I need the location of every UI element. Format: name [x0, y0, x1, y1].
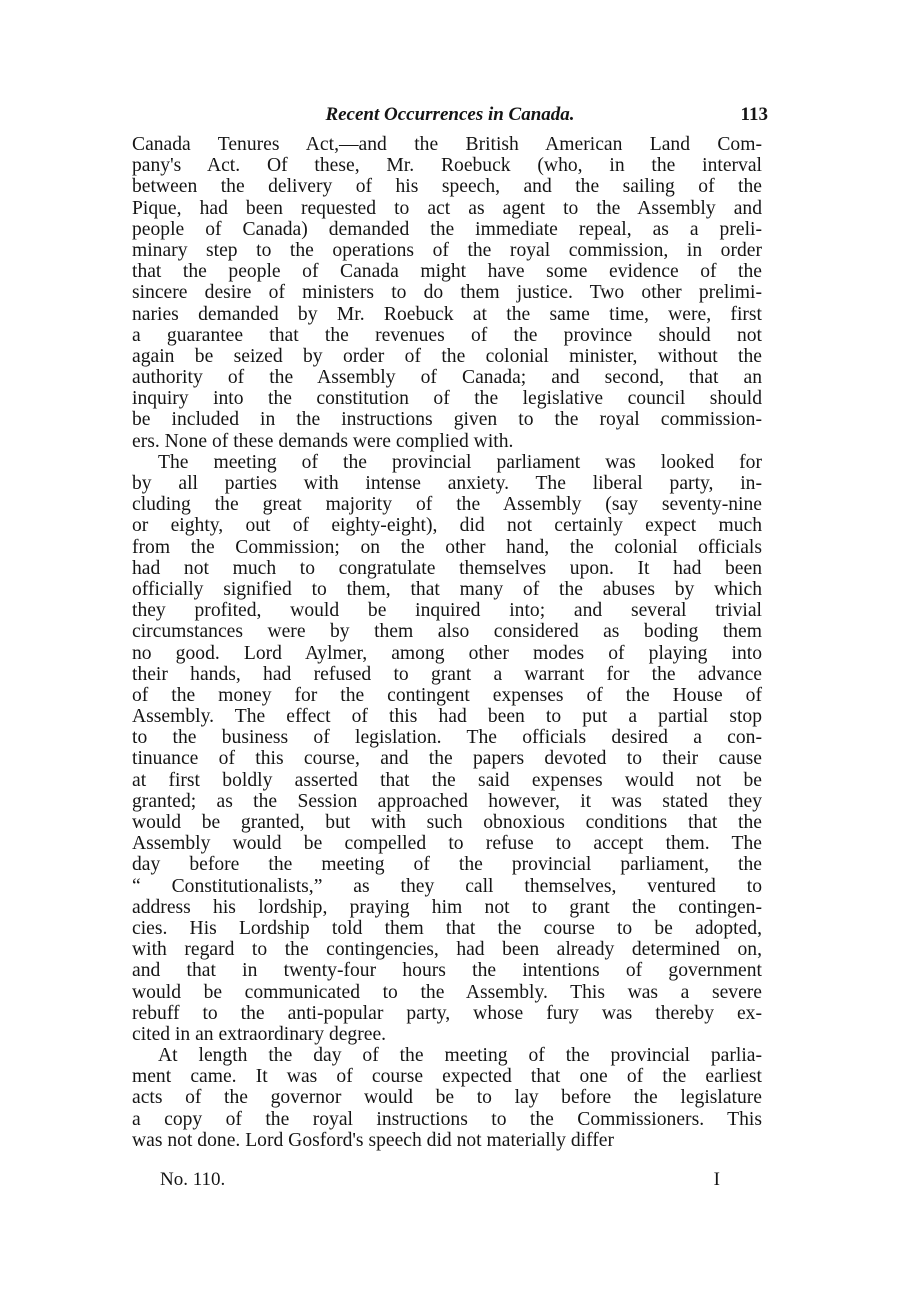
text-line: and that in twenty-four hours the intentions of government	[132, 960, 762, 982]
text-line: people of Canada) demanded the immediate repeal, as a preli-	[132, 218, 762, 240]
text-line: address his lordship, praying him not to grant the contingen-	[132, 896, 762, 918]
text-line: circumstances were by them also considered as boding them	[132, 621, 762, 643]
text-line: “ Constitutionalists,” as they call themselves, ventured to	[132, 875, 762, 897]
text-line: a guarantee that the revenues of the province should not	[132, 324, 762, 346]
text-line: officially signified to them, that many of the abuses by which	[132, 578, 762, 600]
text-line: cluding the great majority of the Assembly (say seventy-nine	[132, 494, 762, 516]
text-line: acts of the governor would be to lay before the legislature	[132, 1087, 762, 1109]
text-line: Assembly would be compelled to refuse to accept them. The	[132, 833, 762, 855]
page-header	[132, 104, 768, 130]
text-line: ment came. It was of course expected that one of the earliest	[132, 1066, 762, 1088]
text-line: cies. His Lordship told them that the course to be adopted,	[132, 917, 762, 939]
text-line: of the money for the contingent expenses of the House of	[132, 684, 762, 706]
text-line: Assembly. The effect of this had been to put a partial stop	[132, 706, 762, 728]
paragraph	[132, 134, 762, 452]
text-line: no good. Lord Aylmer, among other modes of playing into	[132, 642, 762, 664]
text-line: The meeting of the provincial parliament was looked for	[158, 451, 762, 473]
text-line: day before the meeting of the provincial parliament, the	[132, 854, 762, 876]
text-line: had not much to congratulate themselves upon. It had been	[132, 557, 762, 579]
text-line: be included in the instructions given to the royal commission-	[132, 409, 762, 431]
text-line: between the delivery of his speech, and the sailing of the	[132, 176, 762, 198]
text-line: was not done. Lord Gosford's speech did not materially differ	[132, 1129, 615, 1151]
text-line: naries demanded by Mr. Roebuck at the same time, were, first	[132, 303, 762, 325]
page-number: 113	[740, 104, 768, 125]
paragraph	[132, 452, 762, 1045]
text-line: again be seized by order of the colonial minister, without the	[132, 345, 762, 367]
text-line: that the people of Canada might have some evidence of the	[132, 261, 762, 283]
text-line: would be granted, but with such obnoxious conditions that the	[132, 812, 762, 833]
text-line: their hands, had refused to grant a warrant for the advance	[132, 663, 762, 685]
text-line: At length the day of the meeting of the provincial parlia-	[158, 1045, 762, 1067]
text-line: minary step to the operations of the royal commission, in order	[132, 239, 762, 261]
body-text	[132, 134, 762, 1151]
page-footer	[160, 1169, 720, 1193]
text-line: Canada Tenures Act,—and the British American Land Com-	[132, 134, 762, 155]
text-line: ers. None of these demands were complied with.	[132, 430, 514, 452]
text-line: a copy of the royal instructions to the Commissioners. This	[132, 1108, 762, 1130]
text-line: would be communicated to the Assembly. This was a severe	[132, 981, 762, 1003]
text-line: cited in an extraordinary degree.	[132, 1023, 387, 1045]
text-line: or eighty, out of eighty-eight), did not certainly expect much	[132, 515, 762, 537]
signature-mark: No. 110.	[160, 1169, 226, 1190]
text-line: with regard to the contingencies, had been already determined on,	[132, 939, 762, 961]
gathering-letter: I	[713, 1169, 720, 1190]
text-line: Pique, had been requested to act as agent to the Assembly and	[132, 197, 762, 219]
paragraph	[132, 1045, 762, 1151]
text-line: to the business of legislation. The officials desired a con-	[132, 727, 762, 749]
text-line: from the Commission; on the other hand, the colonial officials	[132, 536, 762, 558]
text-line: inquiry into the constitution of the legislative council should	[132, 388, 762, 410]
text-line: tinuance of this course, and the papers devoted to their cause	[132, 748, 762, 770]
text-line: authority of the Assembly of Canada; and second, that an	[132, 367, 762, 389]
text-line: granted; as the Session approached however, it was stated they	[132, 790, 762, 812]
text-line: sincere desire of ministers to do them justice. Two other prelimi-	[132, 282, 762, 304]
text-line: by all parties with intense anxiety. The liberal party, in-	[132, 473, 762, 494]
text-line: they profited, would be inquired into; and several trivial	[132, 600, 762, 622]
text-line: rebuff to the anti-popular party, whose fury was thereby ex-	[132, 1002, 762, 1024]
running-title: Recent Occurrences in Canada.	[325, 104, 575, 125]
text-line: pany's Act. Of these, Mr. Roebuck (who, in the interval	[132, 155, 762, 177]
text-line: at first boldly asserted that the said expenses would not be	[132, 769, 762, 791]
